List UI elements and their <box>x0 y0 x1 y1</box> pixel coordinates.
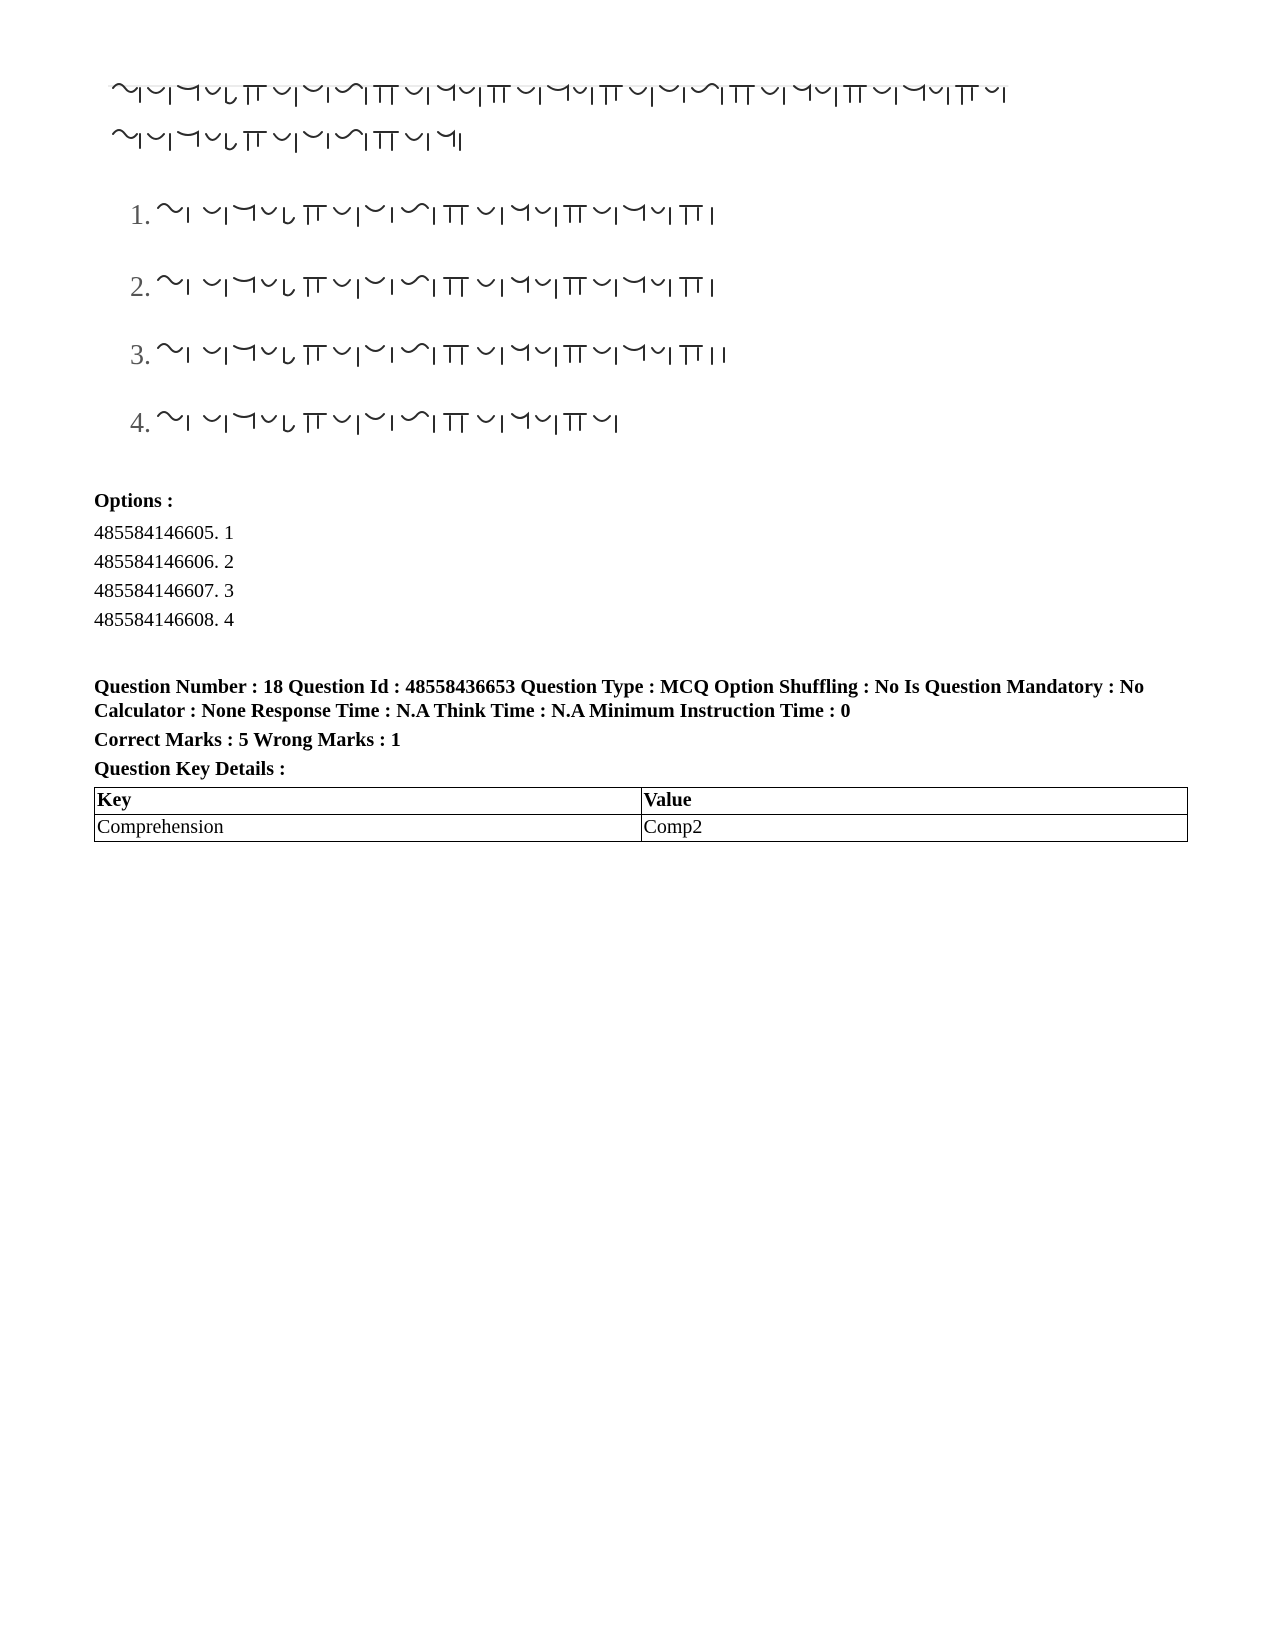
tibetan-option-1 <box>158 204 712 226</box>
option-item: 485584146608. 4 <box>94 609 234 631</box>
table-cell-key: Comprehension <box>95 815 642 842</box>
marks-info: Correct Marks : 5 Wrong Marks : 1 <box>94 729 401 751</box>
tibetan-option-4 <box>158 412 616 434</box>
option-item: 485584146607. 3 <box>94 580 234 602</box>
option-number-4: 4. <box>130 408 151 439</box>
key-details-label: Question Key Details : <box>94 758 286 780</box>
tibetan-passage-line-1 <box>108 84 1008 106</box>
option-number-2: 2. <box>130 272 151 303</box>
tibetan-option-2 <box>158 276 712 298</box>
question-metadata: Question Number : 18 Question Id : 48558436653 Question Type : MCQ Option Shuffling : No Is Question Mandatory : No Calculator : None Response Time : N.A Think Time : N.A Minimum Instruction Time : 0 <box>94 676 1145 722</box>
table-cell-value: Comp2 <box>641 815 1188 842</box>
question-image <box>108 78 1068 478</box>
options-heading: Options : <box>94 490 174 512</box>
option-item: 485584146605. 1 <box>94 522 234 544</box>
key-details-table <box>94 787 1188 842</box>
tibetan-option-3 <box>158 344 724 366</box>
option-item: 485584146606. 2 <box>94 551 234 573</box>
table-row <box>95 815 1188 842</box>
option-number-1: 1. <box>130 200 151 231</box>
column-header-key: Key <box>95 788 642 815</box>
column-header-value: Value <box>641 788 1188 815</box>
option-number-3: 3. <box>130 340 151 371</box>
tibetan-passage-line-2 <box>113 130 460 152</box>
table-header-row <box>95 788 1188 815</box>
options-list <box>94 519 234 635</box>
